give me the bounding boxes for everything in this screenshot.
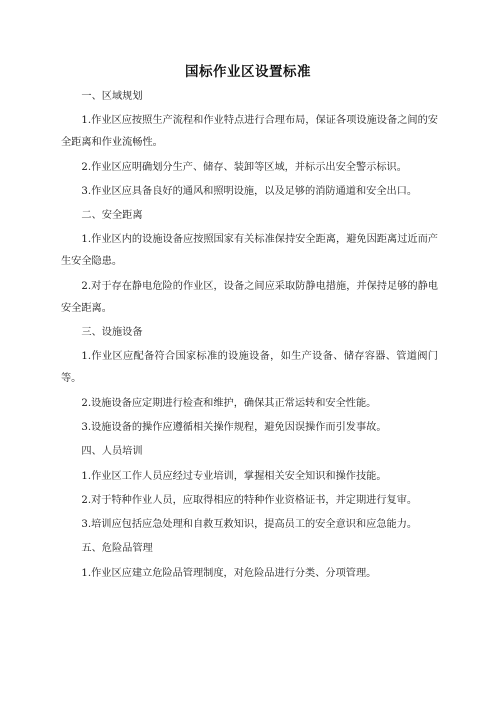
- section-item: 2.对于特种作业人员，应取得相应的特种作业资格证书，并定期进行复审。: [81, 494, 418, 506]
- section-item: 3.作业区应具备良好的通风和照明设施，以及足够的消防通道和安全出口。: [81, 185, 418, 197]
- section-item: 1.作业区应按照生产流程和作业特点进行合理布局，保证各项设施设备之间的安全距离和作业流畅性。: [61, 115, 438, 149]
- section-item: 2.对于存在静电危险的作业区，设备之间应采取防静电措施，并保持足够的静电安全距离。: [61, 280, 438, 314]
- section-item: 1.作业区应配备符合国家标准的设施设备，如生产设备、储存容器、管道阀门等。: [61, 351, 438, 385]
- section-item: 2.作业区应明确划分生产、储存、装卸等区域，并标示出安全警示标识。: [81, 161, 407, 173]
- section-item: 1.作业区应建立危险品管理制度，对危险品进行分类、分项管理。: [81, 567, 377, 579]
- document-body: [61, 86, 438, 587]
- document-title: 国标作业区设置标准: [185, 64, 311, 80]
- section-heading: 五、危险品管理: [81, 543, 153, 555]
- section-item: 1.作业区工作人员应经过专业培训，掌握相关安全知识和操作技能。: [81, 470, 387, 482]
- section-heading: 四、人员培训: [81, 446, 143, 458]
- section-item: 1.作业区内的设施设备应按照国家有关标准保持安全距离，避免因距离过近而产生安全隐患。: [61, 234, 438, 268]
- section-item: 3.培训应包括应急处理和自救互救知识，提高员工的安全意识和应急能力。: [81, 519, 418, 531]
- section-heading: 三、设施设备: [81, 327, 143, 339]
- section-item: 2.设施设备应定期进行检查和维护，确保其正常运转和安全性能。: [81, 397, 377, 409]
- section-heading: 二、安全距离: [81, 210, 143, 222]
- section-heading: 一、区域规划: [81, 91, 143, 102]
- section-item: 3.设施设备的操作应遵循相关操作规程，避免因误操作而引发事故。: [81, 421, 387, 433]
